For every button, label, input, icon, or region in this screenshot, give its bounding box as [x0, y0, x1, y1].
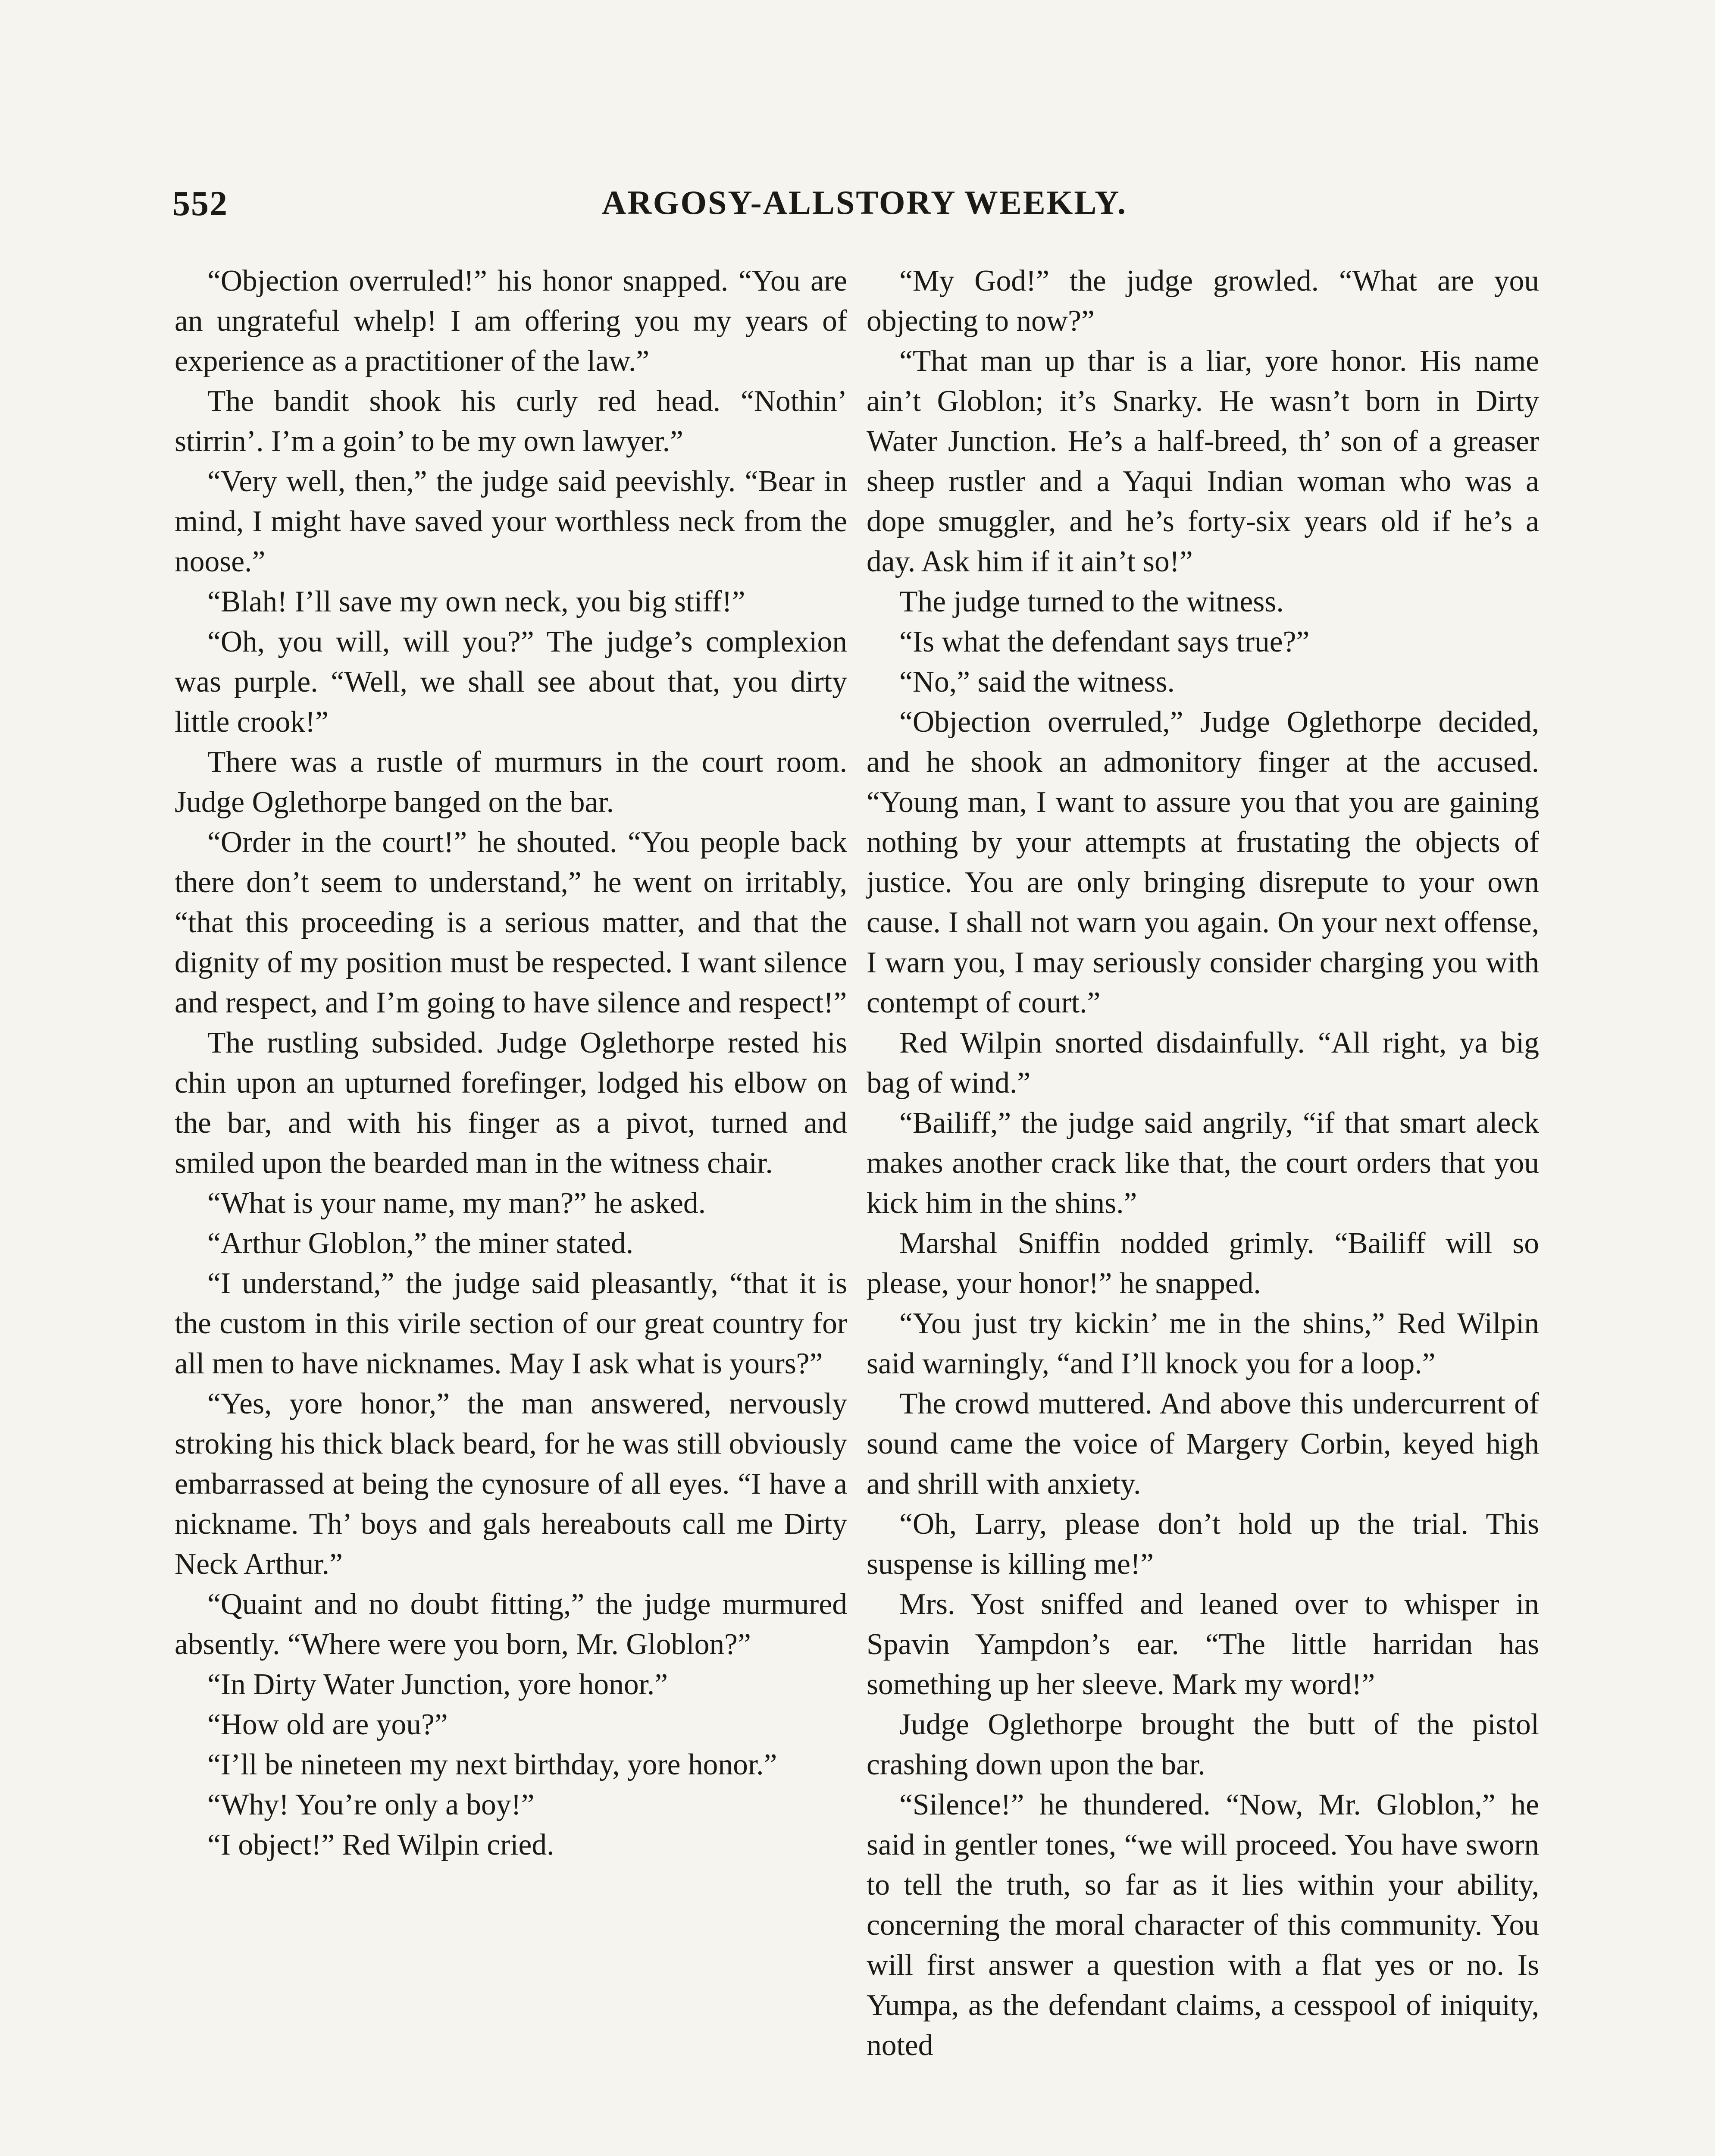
- paragraph: “How old are you?”: [207, 1708, 448, 1741]
- paragraph: “I’ll be nineteen my next birthday, yore honor.”: [207, 1748, 777, 1781]
- page-number: 552: [172, 184, 228, 223]
- paragraph: “Yes, yore honor,” the man answered, nervously stroking his thick black beard, for he was still obviously embarrassed at being the cynosure of all eyes. “I have a nickname. Th’ boys and gals hereabouts call me Dirty Neck Arthur.”: [175, 1387, 847, 1581]
- right-text-column: [867, 261, 1539, 2065]
- paragraph: “I understand,” the judge said pleasantly, “that it is the custom in this virile section of our great country for all men to have nicknames. May I ask what is yours?”: [175, 1267, 847, 1380]
- paragraph: The judge turned to the witness.: [899, 585, 1284, 618]
- paragraph: The rustling subsided. Judge Oglethorpe rested his chin upon an upturned forefinger, lodged his elbow on the bar, and with his finger as a pivot, turned and smiled upon the bearded man in the witness chair.: [175, 1026, 847, 1180]
- paragraph: “Very well, then,” the judge said peevishly. “Bear in mind, I might have saved your worthless neck from the noose.”: [175, 465, 847, 578]
- paragraph: The bandit shook his curly red head. “Nothin’ stirrin’. I’m a goin’ to be my own lawyer.”: [175, 385, 847, 458]
- paragraph: “Oh, you will, will you?” The judge’s complexion was purple. “Well, we shall see about that, you dirty little crook!”: [175, 625, 847, 739]
- paragraph: Red Wilpin snorted disdainfully. “All right, ya big bag of wind.”: [867, 1026, 1539, 1100]
- paragraph: There was a rustle of murmurs in the court room. Judge Oglethorpe banged on the bar.: [175, 746, 847, 819]
- page-header: [172, 183, 1556, 239]
- paragraph: “That man up thar is a liar, yore honor. His name ain’t Globlon; it’s Snarky. He wasn’t born in Dirty Water Junction. He’s a half-breed, th’ son of a greaser sheep rustler and a Yaqui Indian woman who was a dope smuggler, and he’s forty-six years old if he’s a day. Ask him if it ain’t so!”: [867, 345, 1539, 578]
- paragraph: “Arthur Globlon,” the miner stated.: [207, 1227, 634, 1260]
- paragraph: Judge Oglethorpe brought the butt of the pistol crashing down upon the bar.: [867, 1708, 1539, 1781]
- paragraph: “Is what the defendant says true?”: [899, 625, 1310, 658]
- paragraph: The crowd muttered. And above this undercurrent of sound came the voice of Margery Corbin, keyed high and shrill with anxiety.: [867, 1387, 1539, 1501]
- paragraph: “In Dirty Water Junction, yore honor.”: [207, 1668, 668, 1701]
- paragraph: Mrs. Yost sniffed and leaned over to whisper in Spavin Yampdon’s ear. “The little harridan has something up her sleeve. Mark my word!”: [867, 1588, 1539, 1701]
- paragraph: “Bailiff,” the judge said angrily, “if that smart aleck makes another crack like that, the court orders that you kick him in the shins.”: [867, 1106, 1539, 1220]
- paragraph: “Why! You’re only a boy!”: [207, 1788, 535, 1821]
- paragraph: “Objection overruled!” his honor snapped. “You are an ungrateful whelp! I am offering you my years of experience as a practitioner of the law.”: [175, 264, 847, 378]
- paragraph: “Silence!” he thundered. “Now, Mr. Globlon,” he said in gentler tones, “we will proceed. You have sworn to tell the truth, so far as it lies within your ability, concerning the moral character of this community. You will first answer a question with a flat yes or no. Is Yumpa, as the defendant claims, a cesspool of iniquity, noted: [867, 1788, 1539, 2062]
- paragraph: “What is your name, my man?” he asked.: [207, 1187, 706, 1220]
- paragraph: “Order in the court!” he shouted. “You people back there don’t seem to understand,” he went on irritably, “that this proceeding is a serious matter, and that the dignity of my position must be respected. I want silence and respect, and I’m going to have silence and respect!”: [175, 826, 847, 1019]
- paragraph: “I object!” Red Wilpin cried.: [207, 1828, 554, 1861]
- running-title: ARGOSY-ALLSTORY WEEKLY.: [602, 184, 1127, 221]
- paragraph: “You just try kickin’ me in the shins,” Red Wilpin said warningly, “and I’ll knock you for a loop.”: [867, 1307, 1539, 1380]
- paragraph: Marshal Sniffin nodded grimly. “Bailiff will so please, your honor!” he snapped.: [867, 1227, 1539, 1300]
- paragraph: “No,” said the witness.: [899, 665, 1175, 699]
- paragraph: “Oh, Larry, please don’t hold up the trial. This suspense is killing me!”: [867, 1507, 1539, 1581]
- paragraph: “My God!” the judge growled. “What are you objecting to now?”: [867, 264, 1539, 338]
- paragraph: “Blah! I’ll save my own neck, you big stiff!”: [207, 585, 745, 618]
- left-text-column: [175, 261, 847, 1865]
- paragraph: “Objection overruled,” Judge Oglethorpe decided, and he shook an admonitory finger at the accused. “Young man, I want to assure you that you are gaining nothing by your attempts at frustating the objects of justice. You are only bringing disrepute to your own cause. I shall not warn you again. On your next offense, I warn you, I may seriously consider charging you with contempt of court.”: [867, 705, 1539, 1019]
- paragraph: “Quaint and no doubt fitting,” the judge murmured absently. “Where were you born, Mr. Globlon?”: [175, 1588, 847, 1661]
